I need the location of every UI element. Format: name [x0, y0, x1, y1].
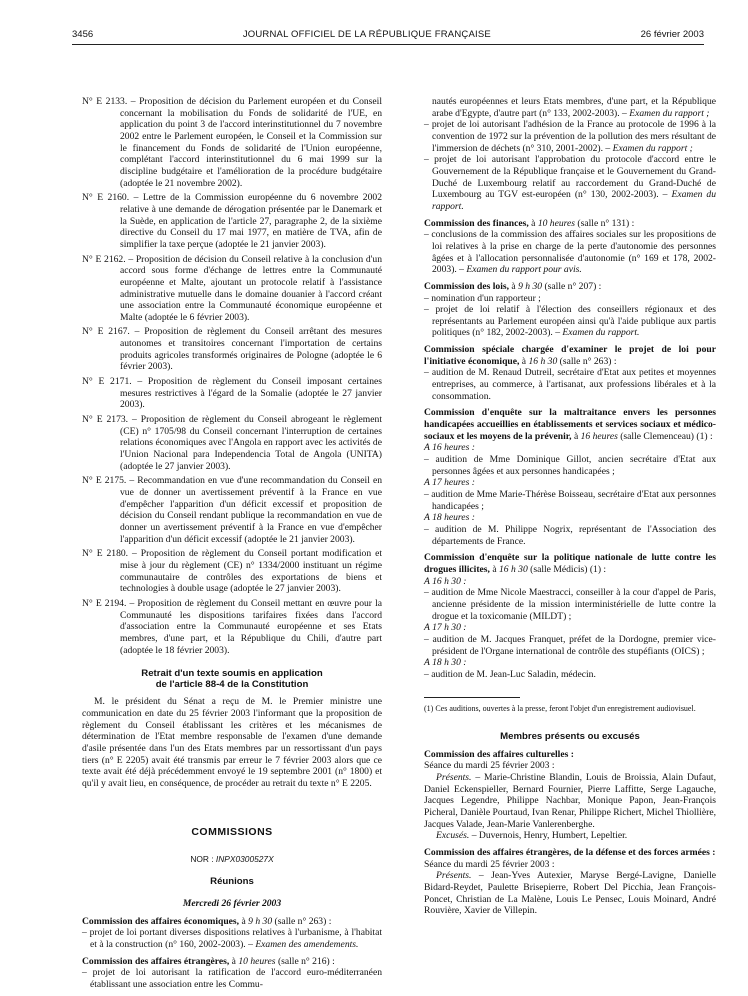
text-entry [82, 376, 382, 411]
retrait-heading: Retrait d'un texte soumis en application de l'article 88-4 de la Constitution [141, 668, 323, 691]
membres-heading: Membres présents ou excusés [500, 731, 640, 743]
attendance-seance: Séance du mardi 25 février 2003 : [424, 760, 555, 772]
entry-ref: N° E 2173. [82, 414, 129, 426]
commissions-title: COMMISSIONS [191, 825, 273, 838]
entry-ref: N° E 2180. [82, 548, 129, 560]
agenda-item: – audition de Mme Marie-Thérèse Boisseau, secrétaire d'Etat aux personnes handicapées ; [424, 489, 716, 512]
text-entry [82, 598, 382, 656]
footnote: (1) Ces auditions, ouvertes à la presse, feront l'objet d'un enregistrement audiovisuel. [424, 703, 696, 713]
text-entry [82, 326, 382, 373]
agenda-item: – projet de loi relatif à l'élection des conseillers régionaux et des représentants au Parlement européen ainsi qu'à l'aide publique aux partis politiques (n° 182, 2002-2003). – Examen du rapport. [424, 304, 716, 339]
entry-text: – Proposition de décision du Conseil relative à la conclusion d'un accord sous forme d'échange de lettres entre la Communauté européenne et Malte, ajoutant un protocole relatif à l'assistance administrative mutuelle dans le domaine douanier à l'accord créant une association entre la Communauté économique européenne et Malte (adoptée le 6 février 2003). [120, 253, 382, 323]
retrait-paragraph: M. le président du Sénat a reçu de M. le Premier ministre une communication en date du 25 février 2003 l'informant que la proposition de règlement du Conseil établissant les critères et les mécanismes de détermination de l'Etat membre responsable de l'examen d'une demande d'asile présentée dans l'un des Etats membres par un ressortissant d'un pays tiers (n° E 2205) avait été transmis par erreur le 7 février 2003 alors que ce texte avait été déjà précédemment envoyé le 19 septembre 2001 (n° 1800) et qu'il y avait lieu, en conséquence, de procéder au retrait du texte n° E 2205. [82, 696, 382, 789]
commission-enquete-drogues: Commission d'enquête sur la politique nationale de lutte contre les drogues illicites, à 16 h 30 (salle Médicis) (1) : A 16 h 30 : – audition de Mme Nicole Maestracci, conseiller à la cour d'appel de Paris, ancienne présidente de la mission interministérielle de lutte contre la drogue et la toxicomanie (MILDT) ; A 17 h 30 : – audition de M. Jacques Franquet, préfet de la Dordogne, premier vice-président de l'Organe international de contrôle des stupéfiants (OICS) ; A 18 h 30 : – audition de M. Jean-Luc Saladin, médecin. [424, 552, 716, 680]
nor-reference: NOR : INPX0300527X [190, 854, 274, 865]
agenda-item-continuation: nautés européennes et leurs Etats membres, d'une part, et la République arabe d'Egypte, d'autre part (n° 133, 2002-2003). – Examen du rapport ; [432, 96, 716, 119]
attendance-excused: Excusés. – Duvernois, Henry, Humbert, Lepeltier. [436, 830, 628, 842]
commission-enquete-handicap: Commission d'enquête sur la maltraitance envers les personnes handicapées accueillies en établissements et services sociaux et médico-sociaux et les moyens de la prévenir, à 16 heures (salle Clemenceau) (1) : A 16 heures : – audition de Mme Dominique Gillot, ancien secrétaire d'Etat aux personnes âgées et aux personnes handicapées ; A 17 heures : – audition de Mme Marie-Thérèse Boisseau, secrétaire d'Etat aux personnes handicapées ; A 18 heures : – audition de M. Philippe Nogrix, représentant de l'Association des départements de France. [424, 407, 716, 547]
page-number: 3456 [72, 29, 94, 40]
agenda-item: – projet de loi autorisant la ratification de l'accord euro-méditerranéen établissant une association entre les Commu- [82, 967, 382, 991]
entry-text: – Proposition de règlement du Conseil imposant certaines mesures restrictives à l'égard de la Somalie (adoptée le 27 janvier 2003). [120, 376, 382, 411]
entry-text: – Proposition de règlement du Conseil arrêtant des mesures autonomes et transitoires concernant l'importation de certains produits agricoles transformés originaires de Pologne (adoptée le 6 février 2003). [120, 326, 382, 373]
agenda-item: – audition de Mme Nicole Maestracci, conseiller à la cour d'appel de Paris, ancienne présidente de la mission interministérielle de lutte contre la drogue et la toxicomanie (MILDT) ; [424, 587, 716, 622]
reunions-heading: Réunions [210, 876, 254, 888]
agenda-item: – audition de M. Renaud Dutreil, secrétaire d'Etat aux petites et moyennes entreprises, au commerce, à l'artisanat, aux professions libérales et à la consommation. [424, 367, 716, 402]
entry-ref: N° E 2175. [82, 475, 127, 487]
slot-time: A 17 h 30 : [424, 622, 467, 634]
entry-text: – Proposition de décision du Parlement européen et du Conseil concernant la mobilisation du Fonds de solidarité de l'UE, en application du point 3 de l'accord interinstitutionnel du 7 novembre 2002 entre le Parlement européen, le Conseil et la Commission sur le financement du Fonds de solidarité de l'Union européenne, complétant l'accord interinstitutionnel du 6 mai 1999 sur la discipline budgétaire et l'amélioration de la procédure budgétaire (adoptée le 21 novembre 2002). [120, 96, 382, 189]
entry-text: – Proposition de règlement du Conseil mettant en œuvre pour la Communauté les dispositions tarifaires fixées dans l'accord d'association entre la Communauté européenne et ses Etats membres, d'une part, et la République du Chili, d'autre part (adoptée le 18 février 2003). [120, 597, 382, 656]
text-entry [82, 96, 382, 189]
text-entry [82, 254, 382, 324]
commission-block: Commission des lois, à 9 h 30 (salle n° 207) : – nomination d'un rapporteur ; – projet de loi relatif à l'élection des conseillers régionaux et des représentants au Parlement européen ainsi qu'à l'aide publique aux partis politiques (n° 182, 2002-2003). – Examen du rapport. [424, 280, 716, 339]
text-entry [82, 414, 382, 472]
text-entry [82, 548, 382, 595]
journal-title: JOURNAL OFFICIEL DE LA RÉPUBLIQUE FRANÇAISE [242, 29, 491, 40]
entry-text: – Recommandation en vue d'une recommandation du Conseil en vue de donner un avertissement préventif à la France en vue d'empêcher l'apparition d'un déficit excessif et proposition de décision du Conseil rendant publique la recommandation en vue de donner un avertissement préventif à la France en vue d'empêcher l'apparition d'un déficit excessif (adoptée le 21 janvier 2003). [120, 475, 383, 545]
agenda-item: – audition de M. Jean-Luc Saladin, médecin. [424, 668, 596, 680]
meeting-date: Mercredi 26 février 2003 [182, 898, 282, 910]
entry-text: – Proposition de règlement du Conseil portant modification et mise à jour du règlement (CE) n° 1334/2000 instituant un régime communautaire de contrôles des exportations de biens et technologies à double usage (adoptée le 27 janvier 2003). [120, 548, 382, 595]
text-entry [82, 192, 382, 250]
agenda-item: – projet de loi portant diverses dispositions relatives à l'urbanisme, à l'habitat et à la construction (n° 160, 2002-2003). – Examen des amendements. [82, 927, 382, 951]
attendance-group [424, 749, 716, 842]
agenda-item: – audition de M. Jacques Franquet, préfet de la Dordogne, premier vice-président de l'Organe international de contrôle des stupéfiants (OICS) ; [424, 633, 716, 657]
page-header [72, 20, 704, 45]
left-column [82, 96, 382, 996]
agenda-item: – audition de Mme Dominique Gillot, ancien secrétaire d'Etat aux personnes âgées et aux personnes handicapées ; [424, 454, 716, 477]
attendance-present: Présents. – Jean-Yves Autexier, Maryse Bergé-Lavigne, Danielle Bidard-Reydet, Paulette Brisepierre, Robert Del Picchia, Jean François-Poncet, Christian de La Malène, Louis Le Pensec, Louis Moinard, André Rouvière, Xavier de Villepin. [424, 870, 716, 917]
entry-ref: N° E 2167. [82, 326, 130, 338]
agenda-item: – conclusions de la commission des affaires sociales sur les propositions de loi relatives à la prise en charge de la perte d'autonomie des personnes âgées et à l'allocation personnalisée d'autonomie (n° 169 et 178, 2002-2003). – Examen du rapport pour avis. [424, 229, 716, 276]
commission-block: Commission des finances, à 10 heures (salle n° 131) : – conclusions de la commission des affaires sociales sur les propositions de loi relatives à la prise en charge de la perte d'autonomie des personnes âgées et à l'allocation personnalisée d'autonomie (n° 169 et 178, 2002-2003). – Examen du rapport pour avis. [424, 217, 716, 276]
attendance-seance: Séance du mardi 25 février 2003 : [424, 858, 555, 870]
entry-ref: N° E 2133. [82, 96, 128, 107]
commission-block: Commission spéciale chargée d'examiner le projet de loi pour l'initiative économique, à 16 h 30 (salle n° 263) : – audition de M. Renaud Dutreil, secrétaire d'Etat aux petites et moyennes entreprises, au commerce, à l'artisanat, aux professions libérales et à la consommation. [424, 344, 716, 402]
entry-ref: N° E 2171. [82, 376, 132, 388]
agenda-item: – nomination d'un rapporteur ; [424, 292, 541, 304]
slot-time: A 18 h 30 : [424, 657, 467, 669]
agenda-item: – projet de loi autorisant l'approbation du protocole d'accord entre le Gouvernement de la République française et le Gouvernement du Grand-Duché de Luxembourg relatif au raccordement du Grand-Duché de Luxembourg au TGV est-européen (n° 130, 2002-2003). – Examen du rapport. [424, 154, 716, 212]
attendance-present: Présents. – Marie-Christine Blandin, Louis de Broissia, Alain Dufaut, Daniel Eckenspieller, Bernard Fournier, Pierre Laffitte, Serge Lagauche, Jacques Legendre, Philippe Nachbar, Monique Papon, Jean-François Picheral, Danièle Pourtaud, Ivan Renar, Philippe Richert, Michel Thiollière, Jacques Valade, Jean-Marie Vanlerenberghe. [424, 772, 716, 830]
slot-time: A 18 heures : [424, 512, 475, 524]
commission-block: Commission des affaires étrangères, à 10 heures (salle n° 216) : – projet de loi autorisant la ratification de l'accord euro-méditerranéen établissant une association entre les Commu- [82, 955, 382, 991]
slot-time: A 17 heures : [424, 477, 475, 489]
text-entry [82, 475, 382, 545]
agenda-item: – projet de loi autorisant l'adhésion de la France au protocole de 1996 à la convention de 1972 sur la prévention de la pollution des mers résultant de l'immersion de déchets (n° 310, 2001-2002). – Examen du rapport ; [424, 119, 716, 154]
agenda-item: – audition de M. Philippe Nogrix, représentant de l'Association des départements de France. [424, 523, 716, 547]
entry-ref: N° E 2194. [82, 597, 127, 609]
right-column [424, 96, 716, 922]
entry-text: – Proposition de règlement du Conseil abrogeant le règlement (CE) n° 1705/98 du Conseil concernant l'interruption de certaines relations économiques avec l'Angola en rapport avec les activités de l'Union Nacional para Independencia Total de Angola (UNITA) (adoptée le 27 janvier 2003). [120, 414, 382, 472]
attendance-commission: Commission des affaires étrangères, de la défense et des forces armées : [424, 847, 716, 858]
attendance-commission: Commission des affaires culturelles : [424, 748, 574, 760]
entry-text: – Lettre de la Commission européenne du 6 novembre 2002 relative à une demande de dérogation présentée par le Danemark et la Suède, en application de l'article 27, paragraphe 2, de la sixième directive du Conseil du 17 mai 1977, en matière de TVA, afin de simplifier la taxe perçue (adoptée le 21 janvier 2003). [120, 192, 382, 250]
footnote-rule [424, 697, 520, 704]
commission-block: Commission des affaires économiques, à 9 h 30 (salle n° 263) : – projet de loi portant diverses dispositions relatives à l'urbanisme, à l'habitat et à la construction (n° 160, 2002-2003). – Examen des amendements. [82, 915, 382, 951]
texts-list [82, 96, 382, 656]
issue-date: 26 février 2003 [640, 29, 704, 40]
entry-ref: N° E 2162. [82, 253, 126, 265]
attendance-group [424, 847, 716, 917]
entry-ref: N° E 2160. [82, 192, 130, 204]
slot-time: A 16 h 30 : [424, 575, 467, 587]
slot-time: A 16 heures : [424, 442, 475, 454]
